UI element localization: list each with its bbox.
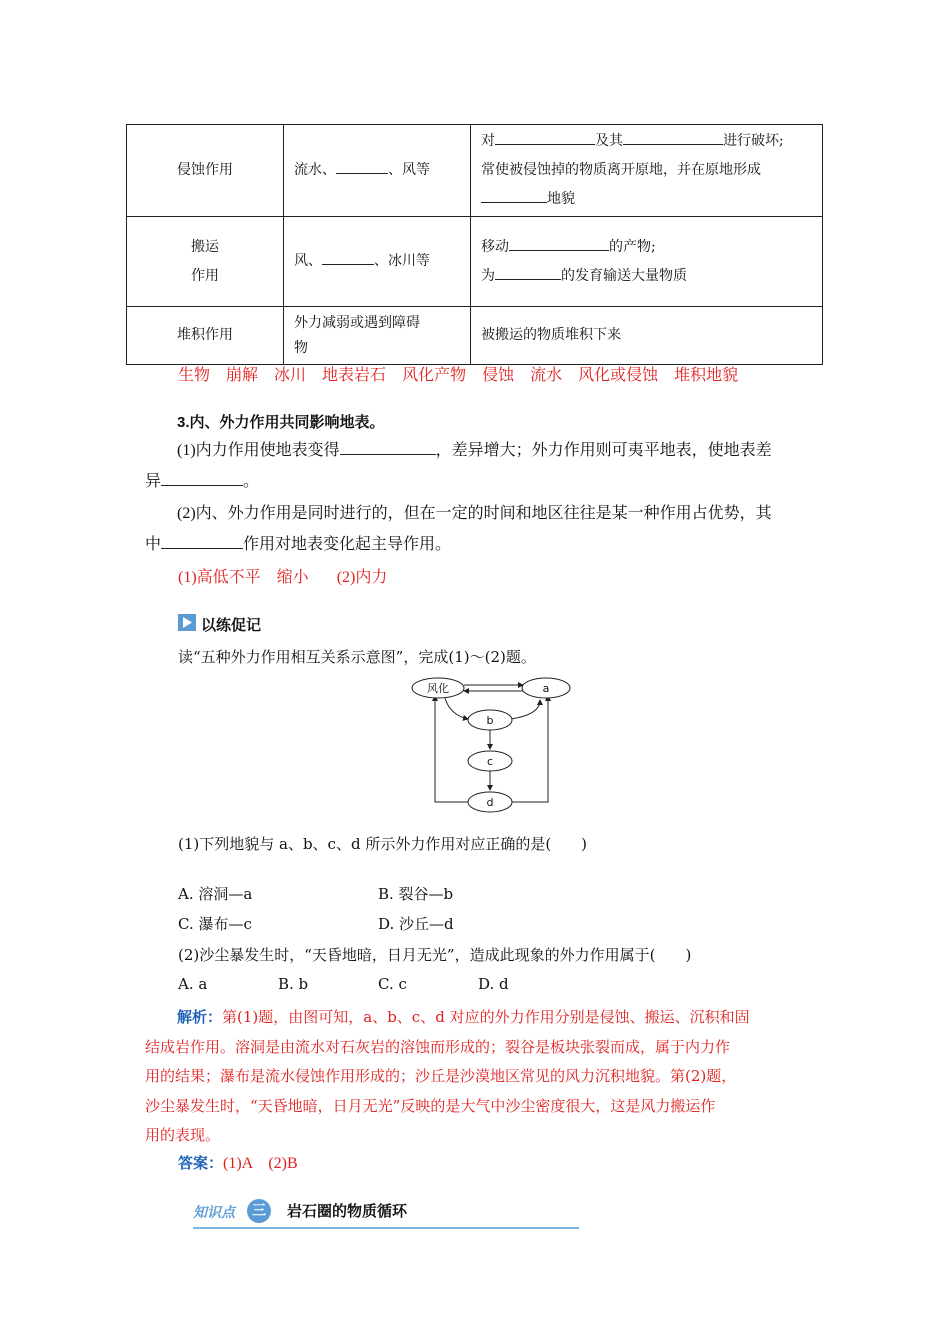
table-row [127,307,823,365]
cell-text: 常使被侵蚀掉的物质离开原地，并在原地形成 [481,162,761,178]
q1-option-b: B. 裂谷—b [378,885,454,903]
analysis-text: 沙尘暴发生时，“天昏地暗，日月无光”反映的是大气中沙尘密度很大，这是风力搬运作 [145,1096,716,1115]
cell-text: 地貌 [547,191,575,207]
cell-text: 对 [481,133,495,149]
table-cell [127,125,284,217]
process-name: 搬运 [191,238,219,255]
cell-text: 物 [294,339,308,356]
cell-text: 、风等 [388,162,430,178]
analysis [145,1003,815,1151]
practice-header: 以练促记 [201,617,262,634]
arrow [435,696,470,802]
arrow [510,700,540,719]
cell-text: 被搬运的物质堆积下来 [481,327,621,343]
node-label: d [486,796,494,809]
cell-text: 外力减弱或遇到障碍 [294,314,420,331]
blank [495,128,595,145]
analysis-label: 解析： [177,1008,223,1026]
blank [336,157,388,174]
cell-text: 的产物; [609,238,656,255]
table-cell [127,307,284,365]
table-row [127,217,823,307]
q2-option-d: D. d [478,975,509,993]
q2-option-a: A. a [178,975,208,993]
cell-text: 进行破坏; [723,133,784,149]
node-label: 风化 [427,682,449,695]
node-label: c [486,755,494,768]
question-2: (2)沙尘暴发生时，“天昏地暗，日月无光”，造成此现象的外力作用属于( ) [178,946,692,964]
analysis-text: 用的结果；瀑布是流水侵蚀作用形成的；沙丘是沙漠地区常见的风力沉积地貌。第(2)题， [145,1067,737,1085]
answer-text: (1)A (2)B [223,1155,298,1172]
answer-text: 风化或侵蚀 [578,367,659,384]
table-cell [284,217,471,307]
q2-option-c: C. c [378,975,407,993]
table-cell [284,307,471,365]
answer-line [178,1150,298,1173]
node-label: a [542,682,550,695]
blank [161,532,243,549]
cell-text: 的发育输送大量物质 [561,267,687,284]
table-cell [471,307,823,365]
q2-option-b: B. b [278,975,309,993]
analysis-text: 结成岩作用。溶洞是由流水对石灰岩的溶蚀而形成的；裂谷是板块张裂而成，属于内力作 [145,1037,731,1056]
answer-text: 生物 [178,367,211,384]
paragraph-text: 中 [145,536,162,553]
paragraph-text: 异 [145,473,162,490]
knowledge-badge-number: 三 [247,1199,271,1223]
section3-paragraph-1 [145,435,815,497]
analysis-text: 第(1)题，由图可知，a、b、c、d 对应的外力作用分别是侵蚀、搬运、沉积和固 [222,1008,750,1026]
answer-text: 缩小 [276,569,309,586]
blank [322,248,374,265]
paragraph-text: (2)内、外力作用是同时进行的，但在一定的时间和地区往往是某一种作用占优势，其 [177,505,772,522]
section-heading: 3.内、外力作用共同影响地表。 [177,414,385,431]
external-forces-table [126,124,823,365]
answer-text: 堆积地貌 [674,367,739,384]
table-cell [284,125,471,217]
analysis-text: 用的表现。 [145,1126,221,1144]
cell-text: 、冰川等 [374,253,430,269]
blank [623,128,723,145]
answer-text: (2)内力 [336,569,388,586]
weathering-diagram [400,670,590,820]
process-name: 侵蚀作用 [177,162,233,178]
arrow [512,696,548,802]
q1-option-d: D. 沙丘—d [378,915,454,933]
answer-text: 风化产物 [402,367,467,384]
process-name: 堆积作用 [177,327,233,343]
answer-text: 地表岩石 [322,367,387,384]
table-row [127,125,823,217]
q1-option-c: C. 瀑布—c [178,915,252,933]
answer-text: (1)高低不平 [178,569,261,586]
section3-answers [178,564,387,587]
question-1: (1)下列地貌与 a、b、c、d 所示外力作用对应正确的是( ) [178,835,588,853]
knowledge-badge: 知识点 [193,1205,235,1221]
answer-text: 侵蚀 [482,367,515,384]
paragraph-text: 作用对地表变化起主导作用。 [243,536,452,553]
node-label: b [486,714,494,727]
arrow [445,698,468,719]
play-icon [178,614,196,631]
blank [161,469,243,486]
answer-text: 崩解 [226,367,259,384]
answer-text: 冰川 [274,367,307,384]
cell-text: 及其 [595,133,623,149]
paragraph-text: 。 [243,473,260,490]
paragraph-text: ，差异增大；外力作用则可夷平地表，使地表差 [435,442,772,459]
process-name: 作用 [191,267,219,284]
table-cell [471,217,823,307]
cell-text: 风、 [294,253,322,269]
blank [509,234,609,251]
paragraph-text: (1)内力作用使地表变得 [177,442,340,459]
table-answers [178,362,738,385]
cell-text: 流水、 [294,162,336,178]
table-cell [127,217,284,307]
cell-text: 为 [481,267,495,284]
practice-intro: 读“五种外力作用相互关系示意图”，完成(1)～(2)题。 [178,648,536,666]
answer-text: 流水 [530,367,563,384]
cell-text: 移动 [481,238,509,255]
blank [495,263,561,280]
q1-option-a: A. 溶洞—a [178,885,253,903]
blank [481,186,547,203]
section3-paragraph-2 [145,498,815,560]
blank [340,438,436,455]
knowledge-title: 岩石圈的物质循环 [287,1203,408,1220]
table-cell [471,125,823,217]
answer-label: 答案： [178,1154,224,1172]
